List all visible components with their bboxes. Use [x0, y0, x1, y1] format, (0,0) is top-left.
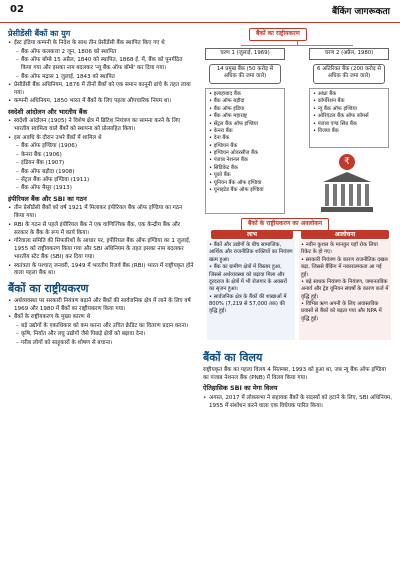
list-item: • सिंडिकेट बैंक — [209, 165, 281, 172]
swadeshi-sublist — [8, 143, 194, 193]
list-item: • पंजाब एण्ड सिंध बैंक — [313, 121, 385, 128]
list-item: • इस अवधि के दौरान उभरे बैंकों में शामिल थे — [8, 135, 194, 143]
list-item: • बढ़े साधक नियंत्रण के नियंत्रण, जमानतविक अनार्य और ट्रेड यूनियन संघर्षों के कारण कर्ज में वृद्धि हुई। — [301, 279, 389, 301]
list-item: • अर्थव्यवस्था पर सरकारी नियंत्रण बढ़ाने और बैंकों की सार्वजनिक क्षेत्र में लाने के लिए वर्ष 1969 और 1980 में बैंकों का राष्ट्रीयकरण किया गया। — [8, 298, 194, 314]
nationalisation-list — [8, 298, 194, 322]
list-item: • केनरा बैंक — [209, 128, 281, 135]
list-item: – बैंक ऑफ कलकत्ता 2 जून, 1806 को स्थापित — [16, 49, 194, 57]
section-title-imperial: इंपीरियल बैंक और SBI का गठन — [8, 195, 87, 204]
merger-paragraph: राष्ट्रीयकृत बैंक का पहला विलय 4 सितम्बर, 1993 को हुआ था, जब न्यू बैंक ऑफ इण्डिया का पंजाब नेशनल बैंक (PNB) में विलय किया गया। — [203, 366, 386, 381]
list-item: • विजया बैंक — [313, 128, 385, 135]
list-item: – इंडियन बैंक (1907) — [16, 160, 194, 168]
list-item: – बैंक ऑफ मद्रास 1 जुलाई, 1843 को स्थापित — [16, 74, 194, 82]
bank-building-icon — [321, 154, 373, 216]
list-item: • यूनियन बैंक ऑफ इण्डिया — [209, 180, 281, 187]
list-item: – बैंक ऑफ बड़ौदा (1908) — [16, 169, 194, 177]
cons-title: आलोचना — [301, 230, 389, 239]
list-item: • विभिन्न ऋण अपनी के लिए अवास्तविक प्रयासों से बैंकों को बढ़ता गया और NPA में वृद्धि हुई। — [301, 301, 389, 323]
list-item: • बैंक ऑफ इंडिया — [209, 106, 281, 113]
list-item: – बैंक ऑफ इण्डिया (1906) — [16, 143, 194, 151]
list-item: • अगस्त, 2017 में लोकसभा ने सहायक बैंकों के सदस्यों को हटाने के लिए, SBI अधिनियम, 1955 में संशोधन करने वाला एक विधेयक पारित किया। — [203, 395, 393, 411]
phase-2-box: चरण 2 (अप्रैल, 1980) — [309, 48, 389, 60]
list-item: • इण्डियन बैंक — [209, 143, 281, 150]
list-item: • प्रेसीडेंसी बैंक अधिनियम, 1876 में तीनों बैंकों को एक समान कानूनी ढांचे के तहत लाया गया। — [8, 82, 194, 98]
list-item: • यूको बैंक — [209, 172, 281, 179]
diagram-title: बैंकों का राष्ट्रीयकरण — [249, 28, 307, 41]
list-item: • सेंट्रल बैंक ऑफ इण्डिया — [209, 121, 281, 128]
list-item: • इलाहाबाद बैंक — [209, 91, 281, 98]
list-item: • RBI के गठन से पहले इंपीरियल बैंक ने एक वाणिज्यिक बैंक, एक केन्द्रीय बैंक और सरकार के बैंक के रूप में कार्य किया। — [8, 222, 194, 238]
list-item: • नवीन कुशल के मानकुर यहाँ रोक लिया रिकेट के हो गए। — [301, 242, 389, 257]
list-item: • स्वदेशी आंदोलन (1905) ने विशेष क्षेत्र में ब्रिटिश नियंत्रण का सामना करने के लिए भारतीय स्वामित्व वाले बैंकों को स्थापना को प्रोत्साहित किया। — [8, 118, 194, 134]
imperial-list — [8, 205, 194, 278]
cons-box — [299, 240, 391, 340]
list-item: • कम्पनी अधिनियम, 1850 भारत में बैंकों के लिए पहला औपचारिक नियम था। — [8, 98, 194, 106]
merger-list — [203, 395, 393, 411]
list-item: • ईस्ट इंडिया कम्पनी के निदेश के साथ तीन प्रेसीडेंसी बैंक स्थापित किए गए थे — [8, 40, 194, 48]
list-6-banks — [309, 88, 389, 148]
list-item: – गरीब लोगों को साहूकारों के शोषण से बचाना। — [16, 340, 194, 348]
pros-box — [207, 240, 295, 340]
merger-title: बैंकों का विलय — [203, 351, 263, 364]
list-item: • बैंकों के राष्ट्रीयकरण के मुख्य कारण थे — [8, 314, 194, 322]
list-item: – बैंक ऑफ बॉम्बे 15 अप्रैल, 1840 को स्थापित, 1868 ई. में, बैंक को पुनर्गठित किया गया और इसका नाम बदलकर 'न्यू बैंक ऑफ बॉम्बे' कर दिया गया। — [16, 57, 194, 73]
list-item: • आंध्रा बैंक — [313, 91, 385, 98]
list-item: • बैंक ऑफ बड़ौदा — [209, 98, 281, 105]
merger-section — [203, 350, 393, 410]
roof-shape — [323, 172, 371, 182]
list-item: • गोरेवाला समिति की सिफारिशों के आधार पर, इंपीरियल बैंक ऑफ इण्डिया का 1 जुलाई, 1955 को राष्ट्रीयकरण किया गया और SBI अधिनियम के तहत इसका नाम बदलकर भारतीय स्टेट बैंक (SBI) कर दिया गया। — [8, 238, 194, 262]
list-item: • सरकारी नियंत्रण के कारण राजनीतिक दखल बढ़ा, जिससे बैंकिंग में नकारात्मकता आ गई हुई। — [301, 257, 389, 279]
list-item: – केनरा बैंक (1906) — [16, 152, 194, 160]
list-item: – सेंट्रल बैंक ऑफ इण्डिया (1911) — [16, 177, 194, 185]
right-column — [203, 26, 393, 411]
base-shape — [321, 207, 373, 212]
list-item: • यूनाइटेड बैंक ऑफ इण्डिया — [209, 187, 281, 194]
left-column — [8, 26, 194, 348]
review-title: बैंकों के राष्ट्रीयकरण का अवलोकन — [241, 218, 329, 231]
presidency-sublist — [8, 49, 194, 82]
book-title: बैंकिंग जागरूकता — [331, 7, 390, 17]
list-item: – बड़े उद्योगों के एकाधिकार को कम करना और उचित क्रेडिट का वितरण प्रदान करना। — [16, 323, 194, 331]
list-item: • देना बैंक — [209, 135, 281, 142]
group-14-banks: 14 प्रमुख बैंक (50 करोड़ से अधिक की जमा वाले) — [209, 64, 281, 84]
list-item: • ओरिएंटल बैंक ऑफ कॉमर्स — [313, 113, 385, 120]
connector — [241, 45, 353, 46]
list-item: • इण्डियन ओवरसीज बैंक — [209, 150, 281, 157]
list-item: • न्यू बैंक ऑफ इण्डिया — [313, 106, 385, 113]
nationalisation-sublist — [8, 323, 194, 348]
list-item: • स्वतंत्रता के पश्चात् जनवरी, 1949 में भारतीय रिजर्व बैंक (RBI) भारत में राष्ट्रीयकृत होने वाला पहला बैंक था। — [8, 263, 194, 279]
columns-shape — [325, 184, 369, 206]
group-6-banks: 6 अतिरिक्त बैंक (200 करोड़ से अधिक की जमा वाले) — [313, 64, 385, 84]
nationalisation-diagram — [203, 26, 393, 346]
section-title-nationalisation: बैंकों का राष्ट्रीयकरण — [8, 282, 89, 296]
phase-1-box: चरण 1 (जुलाई, 1969) — [205, 48, 285, 60]
section-title-presidency: प्रेसीडेंसी बैंकों का युग — [8, 29, 71, 38]
list-item: • बैंकों और उद्योगों के बीच सामाजिक, आर्थिक और राजनीतिक शक्तियों का नियंत्रण खत्म हुआ। — [209, 242, 293, 264]
presidency-list-2 — [8, 82, 194, 106]
swadeshi-list — [8, 118, 194, 142]
pros-title: लाभ — [211, 230, 293, 239]
list-item: • पंजाब नेशनल बैंक — [209, 157, 281, 164]
list-14-banks — [205, 88, 285, 214]
list-item: – कृषि, निर्यात और लघु उद्योगों जैसे पिछड़े क्षेत्रों को बढ़ावा देना। — [16, 331, 194, 339]
list-item: • बैंक ऑफ महाराष्ट्र — [209, 113, 281, 120]
page-header — [0, 0, 400, 23]
list-item: • सार्वजनिक क्षेत्र के बैंकों की शाखाओं में 800% (7,219 से 57,000 तक) की वृद्धि हुई। — [209, 294, 293, 316]
section-title-swadeshi: स्वदेशी आंदोलन और भारतीय बैंक — [8, 108, 88, 117]
rupee-icon: ₹ — [339, 154, 355, 170]
presidency-list — [8, 40, 194, 48]
page-number: 02 — [10, 4, 24, 15]
list-item: • बैंक का ग्रामीण क्षेत्रों में विस्तार हुआ, जिससे अर्थव्यवस्था को बढ़ावा मिला और दूरदराज के क्षेत्रों में भी रोजगार के अवसरों का सृजन हुआ। — [209, 264, 293, 294]
sbi-merger-title: ऐतिहासिक SBI का मेगा विलय — [203, 384, 278, 393]
list-item: • तीन प्रेसीडेंसी बैंकों को वर्ष 1921 में मिलाकर इंपीरियल बैंक ऑफ इण्डिया का गठन किया गया। — [8, 205, 194, 221]
list-item: – बैंक ऑफ मैसूर (1913) — [16, 185, 194, 193]
list-item: • कॉर्पोरेशन बैंक — [313, 98, 385, 105]
